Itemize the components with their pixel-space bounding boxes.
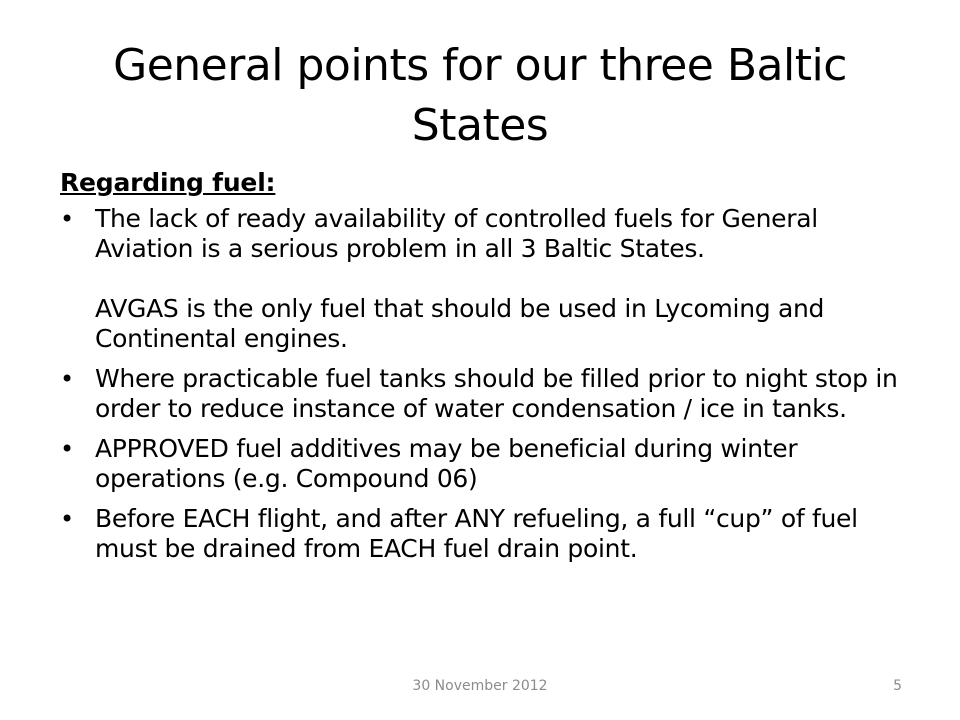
slide-content	[60, 166, 920, 574]
footer-date: 30 November 2012	[412, 678, 548, 694]
slide-title: General points for our three Baltic States	[113, 40, 847, 151]
bullet-icon: •	[60, 435, 74, 463]
bullet-item	[60, 204, 920, 354]
bullet-text: Where practicable fuel tanks should be filled prior to night stop in order to reduce instance of water condensation / ice in tanks.	[95, 364, 898, 423]
bullet-text: APPROVED fuel additives may be beneficial during winter operations (e.g. Compound 06)	[95, 434, 798, 493]
bullet-icon: •	[60, 365, 74, 393]
bullet-text: The lack of ready availability of controlled fuels for General Aviation is a serious problem in all 3 Baltic States.	[95, 204, 818, 263]
section-heading: Regarding fuel:	[60, 168, 276, 197]
bullet-item	[60, 504, 920, 564]
bullet-list	[60, 204, 920, 564]
bullet-item	[60, 434, 920, 494]
page-number: 5	[893, 678, 902, 694]
bullet-text: Before EACH flight, and after ANY refueling, a full “cup” of fuel must be drained from EACH fuel drain point.	[95, 504, 858, 563]
bullet-continuation-text: AVGAS is the only fuel that should be used in Lycoming and Continental engines.	[95, 294, 825, 353]
bullet-icon: •	[60, 205, 74, 233]
bullet-item	[60, 364, 920, 424]
bullet-icon: •	[60, 505, 74, 533]
